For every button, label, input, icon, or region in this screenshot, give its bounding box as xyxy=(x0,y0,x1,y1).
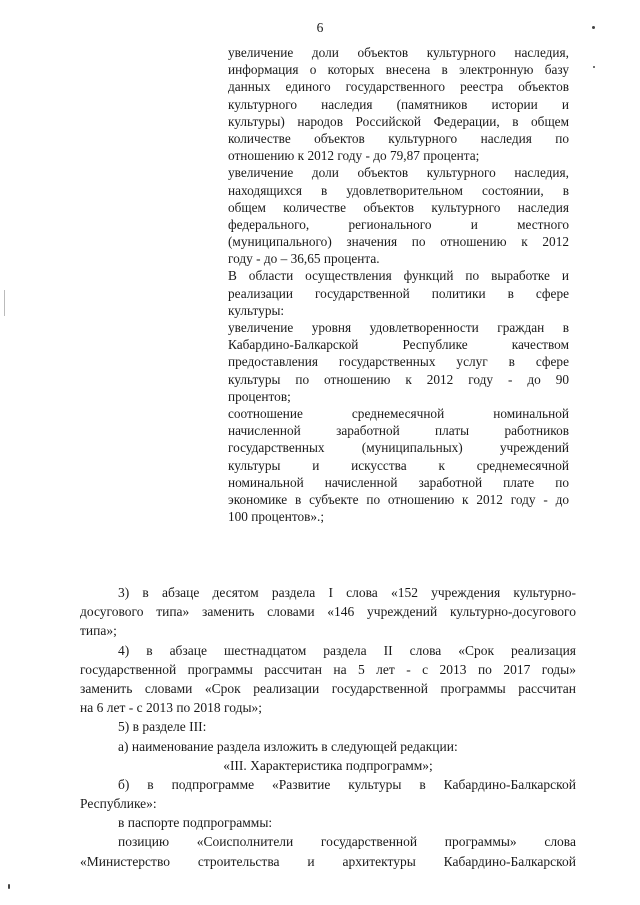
body-line: типа»; xyxy=(80,623,117,639)
column-line: году - до – 36,65 процента. xyxy=(228,251,380,267)
column-line: общем количестве объектов культурного наследия xyxy=(228,199,569,215)
scan-edge-mark xyxy=(4,290,5,316)
section-heading: «III. Характеристика подпрограмм»; xyxy=(223,757,433,773)
column-line: номинальной начисленной заработной плате по xyxy=(228,474,569,490)
body-line: б) в подпрограмме «Развитие культуры в Кабардино-Балкарской xyxy=(118,776,576,792)
column-line: государственных (муниципальных) учреждений xyxy=(228,440,569,456)
column-line: (муниципального) значения по отношению к 2012 xyxy=(228,234,569,250)
column-line: культуры: xyxy=(228,302,285,318)
column-line: 100 процентов».; xyxy=(228,509,325,525)
column-line: экономике в субъекте по отношению к 2012 году - до xyxy=(228,491,569,507)
scan-speck xyxy=(592,26,595,29)
page-number: 6 xyxy=(316,20,324,35)
scan-speck xyxy=(593,66,595,68)
column-line: увеличение доли объектов культурного наследия, xyxy=(228,45,569,60)
body-line: в паспорте подпрограммы: xyxy=(118,815,273,831)
scan-speck xyxy=(8,884,10,889)
body-line: 3) в абзаце десятом раздела I слова «152 учреждения культурно- xyxy=(118,585,576,600)
body-line: заменить словами «Срок реализации государственной программы рассчитан xyxy=(80,680,576,696)
body-line: досугового типа» заменить словами «146 учреждений культурно-досугового xyxy=(80,604,576,620)
body-line: позицию «Соисполнители государственной программы» слова xyxy=(118,834,576,850)
column-line: соотношение среднемесячной номинальной xyxy=(228,405,569,421)
body-line: на 6 лет - с 2013 по 2018 годы»; xyxy=(80,700,263,716)
column-line: Кабардино-Балкарской Республике качеством xyxy=(228,337,569,353)
column-line: В области осуществления функций по выработке и xyxy=(228,268,569,284)
body-line: 5) в разделе III: xyxy=(118,719,207,735)
column-line: информация о которых внесена в электронную базу xyxy=(228,62,569,78)
column-line: культуры) народов Российской Федерации, в общем xyxy=(228,113,569,129)
body-line: государственной программы рассчитан на 5 лет - с 2013 по 2017 годы» xyxy=(80,661,576,677)
body-line: а) наименование раздела изложить в следующей редакции: xyxy=(118,738,458,754)
column-line: количестве объектов культурного наследия по xyxy=(228,130,569,146)
column-line: находящихся в удовлетворительном состоянии, в xyxy=(228,182,569,198)
column-line: увеличение доли объектов культурного наследия, xyxy=(228,165,569,181)
column-line: начисленной заработной платы работников xyxy=(228,423,569,439)
column-line: культурного наследия (памятников истории и xyxy=(228,96,569,112)
indicator-column xyxy=(228,44,569,525)
column-line: данных единого государственного реестра объектов xyxy=(228,79,569,95)
body-line: 4) в абзаце шестнадцатом раздела II слова «Срок реализация xyxy=(118,642,576,658)
amendments-body xyxy=(80,583,576,871)
column-line: отношению к 2012 году - до 79,87 процента; xyxy=(228,148,480,164)
column-line: предоставления государственных услуг в сфере xyxy=(228,354,569,370)
body-line: «Министерство строительства и архитектуры Кабардино-Балкарской xyxy=(80,853,576,869)
column-line: культуры и искусства к среднемесячной xyxy=(228,457,569,473)
body-line: Республике»: xyxy=(80,796,157,812)
column-line: культуры по отношению к 2012 году - до 90 xyxy=(228,371,569,387)
column-line: федерального, регионального и местного xyxy=(228,216,569,232)
column-line: реализации государственной политики в сфере xyxy=(228,285,569,301)
column-line: процентов; xyxy=(228,388,291,404)
column-line: увеличение уровня удовлетворенности граждан в xyxy=(228,320,569,335)
